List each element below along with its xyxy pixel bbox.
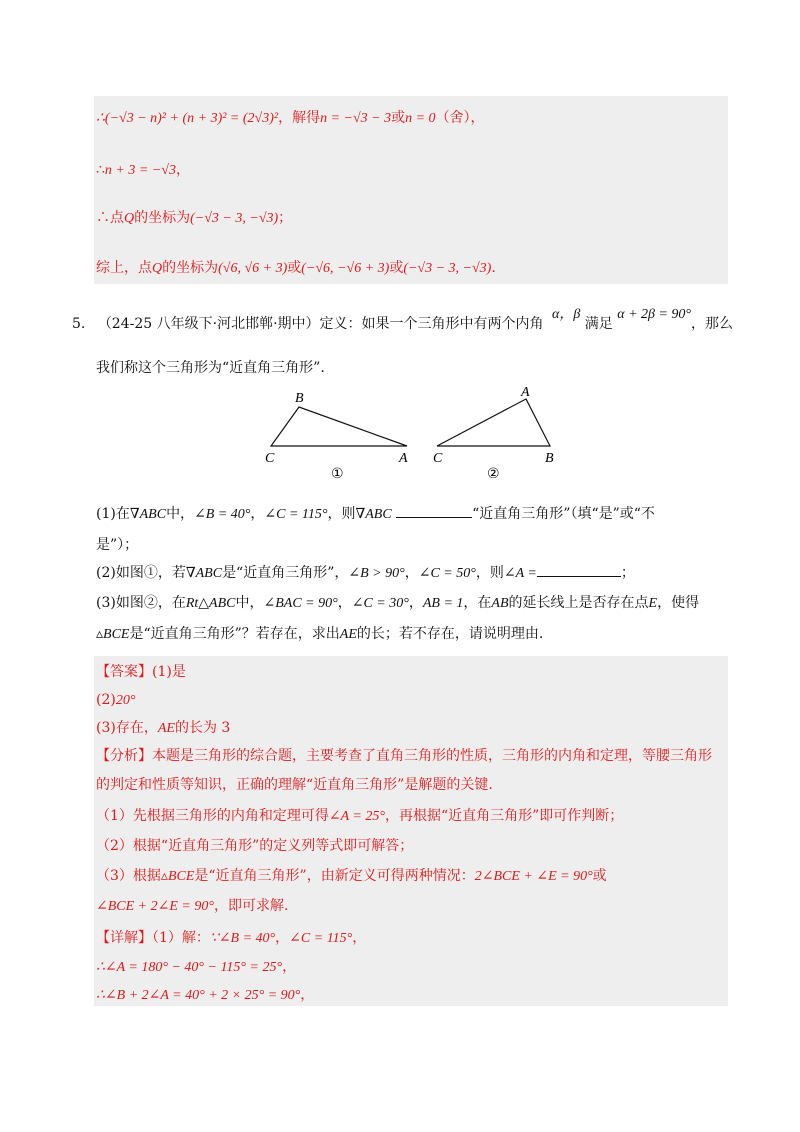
question-3-continued: ▵BCE是“近直角三角形”？若存在，求出AE的长；若不存在，请说明理由. — [96, 626, 544, 642]
answer-blank-1[interactable] — [396, 517, 472, 518]
triangle-figures — [255, 380, 575, 485]
label-b2: B — [545, 451, 554, 466]
answer-blank-2[interactable] — [537, 576, 621, 577]
label-c: C — [265, 451, 275, 466]
label-c2: C — [433, 451, 443, 466]
problem-statement-line-1: 5. （24-25 八年级下·河北邯郸·期中）定义：如果一个三角形中有两个内角 α，β 满足 α + 2β = 90°，那么 — [72, 307, 734, 332]
answer-tag: 【答案】 — [96, 664, 152, 680]
equation: ∴(−√3 − n)² + (n + 3)² = (2√3)² — [96, 111, 279, 126]
figure-1 — [265, 391, 408, 482]
analysis-point-3: （3）根据▵BCE是“近直角三角形”，由新定义可得两种情况：2∠BCE + ∠E = 90°或 — [96, 868, 607, 884]
solution-line-3: ∴点Q的坐标为(−√3 − 3, −√3)； — [96, 210, 293, 226]
solution-line-4: 综上，点Q的坐标为(√6, √6 + 3)或(−√6, −√6 + 3)或(−√3 − 3, −√3). — [96, 260, 496, 276]
question-1: (1)在∇ABC中，∠B = 40°，∠C = 115°，则∇ABC “近直角三角形”（填“是”或“不 — [96, 506, 655, 522]
detail-line-2: ∴∠A = 180° − 40° − 115° = 25°， — [96, 959, 297, 975]
analysis-tag: 【分析】 — [96, 748, 152, 764]
analysis-point-1: （1）先根据三角形的内角和定理可得∠A = 25°，再根据“近直角三角形”即可作判断； — [96, 808, 624, 824]
answer-block — [94, 656, 728, 1006]
question-3: (3)如图②，在Rt△ABC中，∠BAC = 90°，∠C = 30°，AB = 1，在AB的延长线上是否存在点E，使得 — [96, 595, 700, 611]
question-1-continued: 是”）； — [96, 537, 139, 553]
answer-line-2: (2)20° — [96, 692, 136, 708]
problem-statement-line-2: 我们称这个三角形为“近直角三角形”. — [96, 360, 325, 376]
label-a: A — [399, 451, 408, 466]
analysis-line-1: 【分析】本题是三角形的综合题，主要考查了直角三角形的性质，三角形的内角和定理，等腰三角形 — [96, 748, 712, 764]
detail-line-1: 【详解】（1）解：∵∠B = 40°，∠C = 115°， — [96, 930, 367, 946]
answer-line-3: (3)存在，AE的长为 3 — [96, 720, 231, 736]
solution-line-2: ∴n + 3 = −√3， — [96, 162, 190, 178]
triangle-1 — [271, 407, 407, 446]
question-2: (2)如图①，若∇ABC是“近直角三角形”，∠B > 90°，∠C = 50°，则∠A = ； — [96, 565, 635, 581]
answer-line-1: 【答案】(1)是 — [96, 664, 186, 680]
triangle-2 — [437, 399, 550, 446]
problem-number: 5. — [72, 316, 86, 332]
label-b: B — [295, 391, 304, 406]
analysis-line-2: 的判定和性质等知识，正确的理解“近直角三角形”是解题的关键. — [96, 777, 493, 793]
figure-2 — [433, 385, 554, 482]
problem-source: （24-25 八年级下·河北邯郸·期中）定义：如果一个三角形中有两个内角 — [97, 316, 544, 332]
analysis-point-2: （2）根据“近直角三角形”的定义列等式即可解答； — [96, 838, 414, 854]
detail-line-3: ∴∠B + 2∠A = 40° + 2 × 25° = 90°， — [96, 987, 315, 1003]
figure-number-1: ① — [331, 466, 344, 482]
detail-tag: 【详解】 — [96, 930, 152, 946]
figure-number-2: ② — [487, 466, 500, 482]
label-a2: A — [521, 385, 530, 400]
solution-line-1: ∴(−√3 − n)² + (n + 3)² = (2√3)²，解得n = −√3 − 3或n = 0（舍）， — [96, 110, 485, 126]
analysis-point-3-continued: ∠BCE + 2∠E = 90°，即可求解. — [96, 898, 289, 914]
